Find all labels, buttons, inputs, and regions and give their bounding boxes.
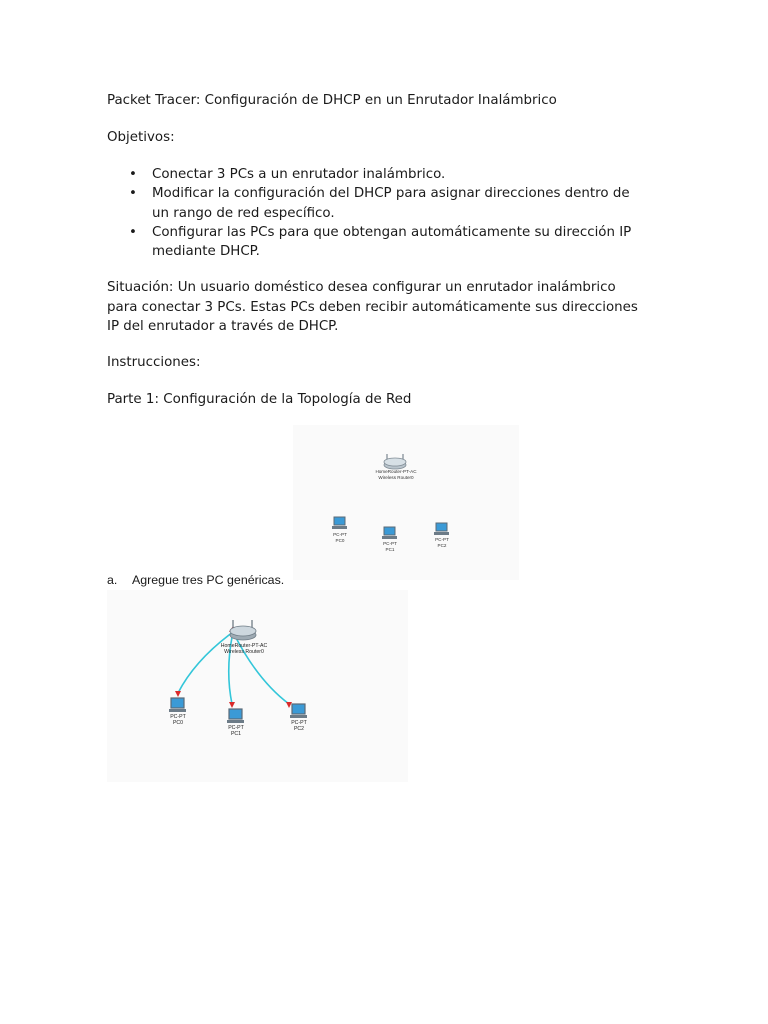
topology-figure-linked [107, 590, 408, 782]
pc-icon [227, 709, 244, 723]
pc-icon [382, 527, 397, 539]
topology-figure-unlinked [293, 425, 519, 580]
topology-diagram [293, 425, 519, 580]
objectives-heading: Objetivos: [107, 130, 175, 145]
pc-type-label: PC-PT [228, 725, 244, 731]
instructions-heading: Instrucciones: [107, 355, 201, 370]
pc-name-label: PC1 [385, 547, 395, 552]
pc-name-label: PC0 [335, 538, 345, 543]
wireless-link [178, 632, 233, 693]
situation-paragraph: Situación: Un usuario doméstico desea configurar un enrutador inalámbrico para conectar 3 PCs. Estas PCs deben recibir automáticamente sus direcciones IP del enrutador a través de DHCP. [107, 280, 638, 334]
link-endpoint-marker [286, 702, 292, 708]
objective-item: • Configurar las PCs para que obtengan automáticamente su dirección IP mediante DHCP. [107, 223, 647, 262]
router-label: HomeRouter-PT-AC [220, 643, 268, 649]
pc-name-label: PC2 [437, 543, 447, 548]
step-a-letter: a. [107, 573, 118, 587]
pc-type-label: PC-PT [291, 720, 307, 726]
link-endpoint-marker [229, 702, 235, 708]
topology-diagram [107, 590, 408, 782]
objective-item: • Conectar 3 PCs a un enrutador inalámbrico. [107, 165, 647, 184]
pc-icon [290, 704, 307, 718]
step-a [107, 571, 284, 589]
router-label: Wireless Router0 [378, 475, 414, 480]
pc-type-label: PC-PT [383, 541, 397, 546]
router-label: HomeRouter-PT-AC [375, 469, 417, 474]
wireless-router-icon [230, 620, 256, 640]
pc-type-label: PC-PT [170, 714, 186, 720]
pc-type-label: PC-PT [435, 537, 449, 542]
router-label: Wireless Router0 [224, 649, 264, 655]
objectives-list [107, 165, 647, 261]
step-a-text: Agregue tres PC genéricas. [132, 573, 285, 587]
pc-name-label: PC0 [172, 720, 184, 726]
pc-icon [332, 517, 347, 529]
wireless-router-icon [384, 454, 406, 469]
pc-name-label: PC2 [293, 726, 305, 732]
pc-icon [434, 523, 449, 535]
pc-name-label: PC1 [230, 731, 242, 737]
pc-icon [169, 698, 186, 712]
pc-type-label: PC-PT [333, 532, 347, 537]
part1-heading: Parte 1: Configuración de la Topología de Red [107, 392, 412, 407]
link-endpoint-marker [175, 691, 181, 697]
document-title: Packet Tracer: Configuración de DHCP en un Enrutador Inalámbrico [107, 93, 557, 108]
objective-item: • Modificar la configuración del DHCP para asignar direcciones dentro de un rango de red específico. [107, 184, 647, 223]
